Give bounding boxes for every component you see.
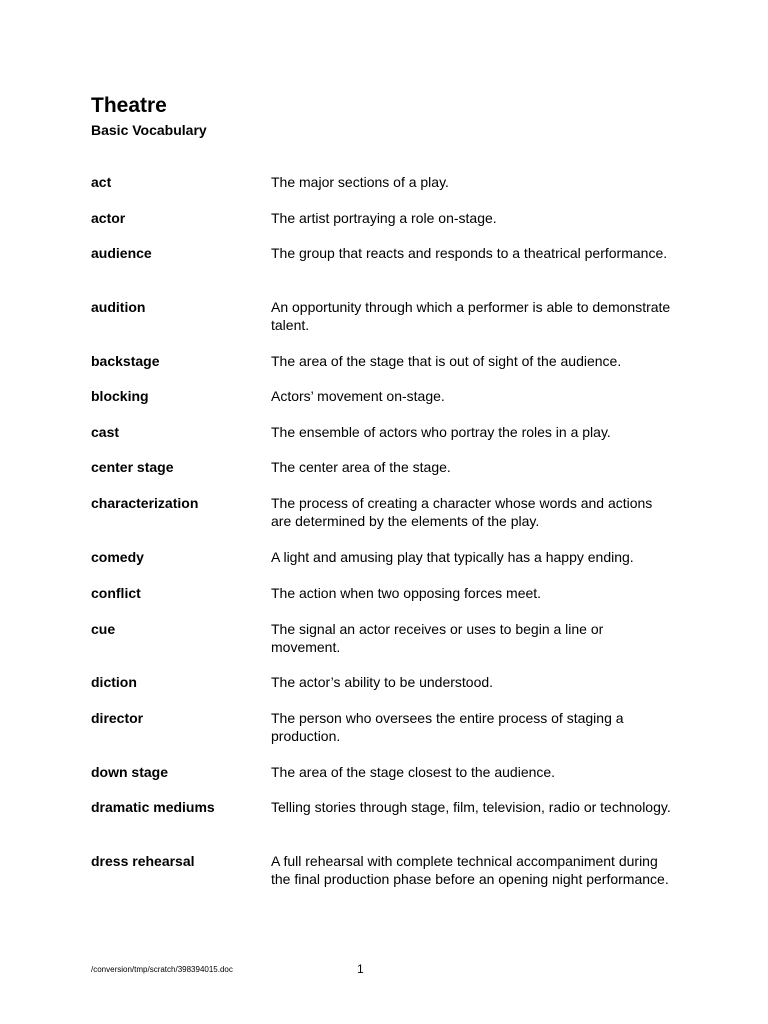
- vocabulary-term: audience: [91, 245, 152, 261]
- vocabulary-term: cast: [91, 424, 120, 440]
- vocabulary-definition: The person who oversees the entire process of staging a production.: [271, 710, 624, 744]
- vocabulary-term: blocking: [91, 388, 149, 404]
- page-title: Theatre: [91, 94, 167, 117]
- vocabulary-definition: Telling stories through stage, film, television, radio or technology.: [271, 799, 671, 815]
- vocabulary-definition: The process of creating a character whose words and actions are determined by the elements of the play.: [271, 495, 653, 529]
- document-file-path: /conversion/tmp/scratch/398394015.doc: [91, 965, 233, 974]
- vocabulary-term: cue: [91, 621, 116, 637]
- vocabulary-term: comedy: [91, 549, 144, 565]
- vocabulary-term: characterization: [91, 495, 199, 511]
- vocabulary-term: actor: [91, 210, 126, 226]
- vocabulary-definition: The area of the stage closest to the audience.: [271, 764, 556, 780]
- vocabulary-definition: The center area of the stage.: [271, 459, 451, 475]
- vocabulary-definition: The major sections of a play.: [271, 174, 449, 190]
- page-number: 1: [357, 962, 364, 976]
- vocabulary-definition: The ensemble of actors who portray the roles in a play.: [271, 424, 611, 440]
- vocabulary-definition: The area of the stage that is out of sight of the audience.: [271, 353, 622, 369]
- vocabulary-term: act: [91, 174, 112, 190]
- vocabulary-definition: The signal an actor receives or uses to begin a line or movement.: [271, 621, 604, 655]
- vocabulary-definition: The group that reacts and responds to a theatrical performance.: [271, 245, 668, 261]
- vocabulary-definition: The action when two opposing forces meet.: [271, 585, 542, 601]
- vocabulary-definition: A light and amusing play that typically has a happy ending.: [271, 549, 634, 565]
- vocabulary-term: audition: [91, 299, 146, 315]
- vocabulary-term: down stage: [91, 764, 169, 780]
- vocabulary-term: center stage: [91, 459, 174, 475]
- vocabulary-definition: The actor’s ability to be understood.: [271, 674, 494, 690]
- vocabulary-term: dramatic mediums: [91, 799, 215, 815]
- vocabulary-definition: An opportunity through which a performer is able to demonstrate talent.: [271, 299, 671, 333]
- vocabulary-term: diction: [91, 674, 137, 690]
- vocabulary-definition: Actors’ movement on-stage.: [271, 388, 445, 404]
- vocabulary-definition: A full rehearsal with complete technical accompaniment during the final production phase before an opening night performance.: [271, 853, 669, 887]
- vocabulary-term: conflict: [91, 585, 141, 601]
- vocabulary-term: dress rehearsal: [91, 853, 195, 869]
- page-subtitle: Basic Vocabulary: [91, 122, 207, 138]
- vocabulary-term: director: [91, 710, 144, 726]
- vocabulary-term: backstage: [91, 353, 160, 369]
- vocabulary-definition: The artist portraying a role on-stage.: [271, 210, 497, 226]
